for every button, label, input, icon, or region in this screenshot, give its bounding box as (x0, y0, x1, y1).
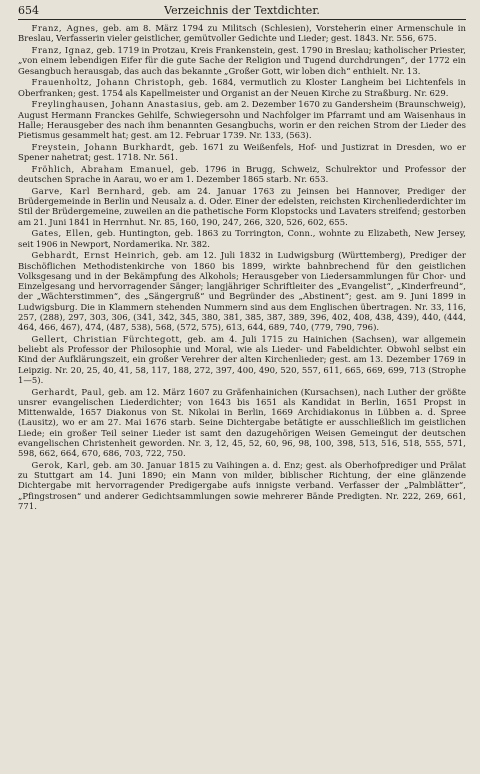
author-bio: geb. am 24. Januar 1763 zu Jeinsen bei Hannover, Prediger der Brüdergemeinde in Berlin und Neusalz a. d. Oder. Einer der edelsten, reichsten Kirchenliederdichter im Stil der Brüdergemeine, zuweilen an die pathetische Form Klopstocks und Lavaters streifend; gestorben am 21. Juni 1841 in Herrnhut. Nr. 85, 160, 190, 247, 266, 320, 526, 602, 655. (18, 185, 466, 227)
author-entry (18, 99, 466, 140)
author-entry (18, 334, 466, 385)
author-bio: geb. am 12. März 1607 zu Gräfenhainichen (Kursachsen), nach Luther der größte unsrer evangelischen Liederdichter; von 1643 bis 1651 als Kandidat in Berlin, 1651 Propst in Mittenwalde, 1657 Diakonus von St. Nikolai in Berlin, 1669 Archidiakonus in Lübben a. d. Spree (Lausitz), wo er am 27. Mai 1676 starb. Seine Dichtergabe betätigte er ausschließlich im geistlichen Liede; ein großer Teil seiner Lieder ist samt den dazugehörigen Weisen Gemeingut der deutschen evangelischen Christenheit geworden. Nr. 3, 12, 45, 52, 60, 96, 98, 100, 398, 513, 516, 518, 555, 571, 598, 662, 664, 670, 686, 703, 722, 750. (18, 386, 467, 458)
author-bio: geb. am 2. Dezember 1670 zu Gandersheim (Braunschweig), August Hermann Franckes Gehilfe, Schwiegersohn und Nachfolger im Pfarramt und am Waisenhaus in Halle; Herausgeber des nach ihm benannten Gesangbuchs, worin er den reichen Strom der Lieder des Pietismus gesammelt hat; gest. am 12. Februar 1739. Nr. 133, (563). (18, 99, 467, 140)
author-name: Frauenholtz, Johann Christoph, (31, 77, 185, 88)
author-entry (18, 186, 466, 227)
author-name: Gerhardt, Paul, (31, 386, 106, 397)
author-entry (18, 164, 466, 185)
page-header (18, 4, 466, 20)
author-bio: geb. 1719 in Protzau, Kreis Frankenstein, gest. 1790 in Breslau; katholischer Priester, „von einem lebendigen Eifer für die gute Sache der Religion und Tugend durchdrungen“, der 1772 ein Gesangbuch herausgab, das auch das bekannte „Großer Gott, wir loben dich“ enthielt. Nr. 13. (18, 45, 466, 76)
author-entry (18, 23, 466, 44)
author-entry (18, 387, 466, 459)
author-name: Franz, Ignaz, (31, 45, 95, 55)
author-name: Franz, Agnes, (31, 23, 99, 33)
author-entry (18, 142, 466, 163)
author-bio: geb. am 30. Januar 1815 zu Vaihingen a. d. Enz; gest. als Oberhofprediger und Prälat zu Stuttgart am 14. Juni 1890; ein Mann von milder, biblischer Richtung, der eine glänzende Dichtergabe mit hervorragender Predigergabe aufs innigste verband. Verfasser der „Palmblätter“, „Pfingstrosen“ und anderer Gedichtsammlungen sowie mehrerer Bände Predigten. Nr. 222, 269, 661, 771. (18, 459, 466, 511)
author-bio: geb. 1684, vermutlich zu Kloster Langheim bei Lichtenfels in Oberfranken; gest. 1754 als Kapellmeister und Organist an der Neuen Kirche zu Straßburg. Nr. 629. (18, 77, 467, 98)
author-bio: geb. am 8. März 1794 zu Militsch (Schlesien), Vorsteherin einer Armenschule in Breslau, Verfasserin vieler geistlicher, gemütvoller Gedichte und Lieder; gest. 1843. Nr. 556, 675. (18, 23, 467, 44)
author-name: Gellert, Christian Fürchtegott, (31, 333, 183, 344)
author-bio: geb. am 12. Juli 1832 in Ludwigsburg (Württemberg), Prediger der Bischöflichen Methodistenkirche von 1860 bis 1899, wirkte bahnbrechend für den geistlichen Volksgesang und in der Bekämpfung des Alkohols; Herausgeber von Liedersammlungen für Chor- und Einzelgesang und hervorragender Sänger; langjähriger Schriftleiter des „Evangelist“, „Kinderfreund“, der „Wächterstimmen“, des „Sängergruß“ und Begründer des „Abstinent“; gest. am 9. Juni 1899 in Ludwigsburg. Die in Klammern stehenden Nummern sind aus dem Englischen übertragen. Nr. 33, 116, 257, (288), 297, 303, 306, (341, 342, 345, 380, 381, 385, 387, 389, 396, 402, 408, 438, 439), 440, (444, 464, 466, 467), 474, (487, 538), 568, (572, 575), 613, 644, 689, 740, (779, 790, 796). (18, 250, 466, 332)
author-index-entries (18, 23, 466, 511)
author-bio: geb. 1796 in Brugg, Schweiz, Schulrektor und Professor der deutschen Sprache in Aarau, wo er am 1. Dezember 1865 starb. Nr. 653. (18, 163, 466, 184)
author-name: Freystein, Johann Burkhardt, (31, 141, 175, 152)
author-name: Gates, Ellen, (31, 228, 94, 239)
author-name: Freylinghausen, Johann Anastasius, (31, 99, 202, 110)
author-name: Gerok, Karl, (31, 459, 90, 470)
author-entry (18, 228, 466, 249)
author-entry (18, 250, 466, 332)
author-name: Gebhardt, Ernst Heinrich, (31, 250, 159, 261)
author-entry (18, 77, 466, 98)
page-number: 654 (18, 4, 39, 17)
author-name: Fröhlich, Abraham Emanuel, (31, 163, 175, 174)
author-bio: geb. 1671 zu Weißenfels, Hof- und Justizrat in Dresden, wo er Spener nahetrat; gest. 1718. Nr. 561. (18, 141, 466, 162)
author-entry (18, 460, 466, 511)
running-title: Verzeichnis der Textdichter. (164, 4, 320, 17)
author-bio: geb. am 4. Juli 1715 zu Hainichen (Sachsen), war allgemein beliebt als Professor der Philosophie und Moral, wie als Lieder- und Fabeldichter. Obwohl selbst ein Kind der Aufklärungszeit, ein großer Verehrer der alten Kirchenlieder; gest. am 13. Dezember 1769 in Leipzig. Nr. 20, 25, 40, 41, 58, 117, 188, 272, 397, 400, 490, 520, 557, 611, 665, 669, 699, 713 (Strophe 1—5). (18, 333, 466, 385)
author-entry (18, 45, 466, 76)
author-bio: geb. Huntington, geb. 1863 zu Torrington, Conn., wohnte zu Elizabeth, New Jersey, seit 1906 in Newport, Nordamerika. Nr. 382. (18, 228, 466, 249)
author-name: Garve, Karl Bernhard, (31, 185, 146, 196)
